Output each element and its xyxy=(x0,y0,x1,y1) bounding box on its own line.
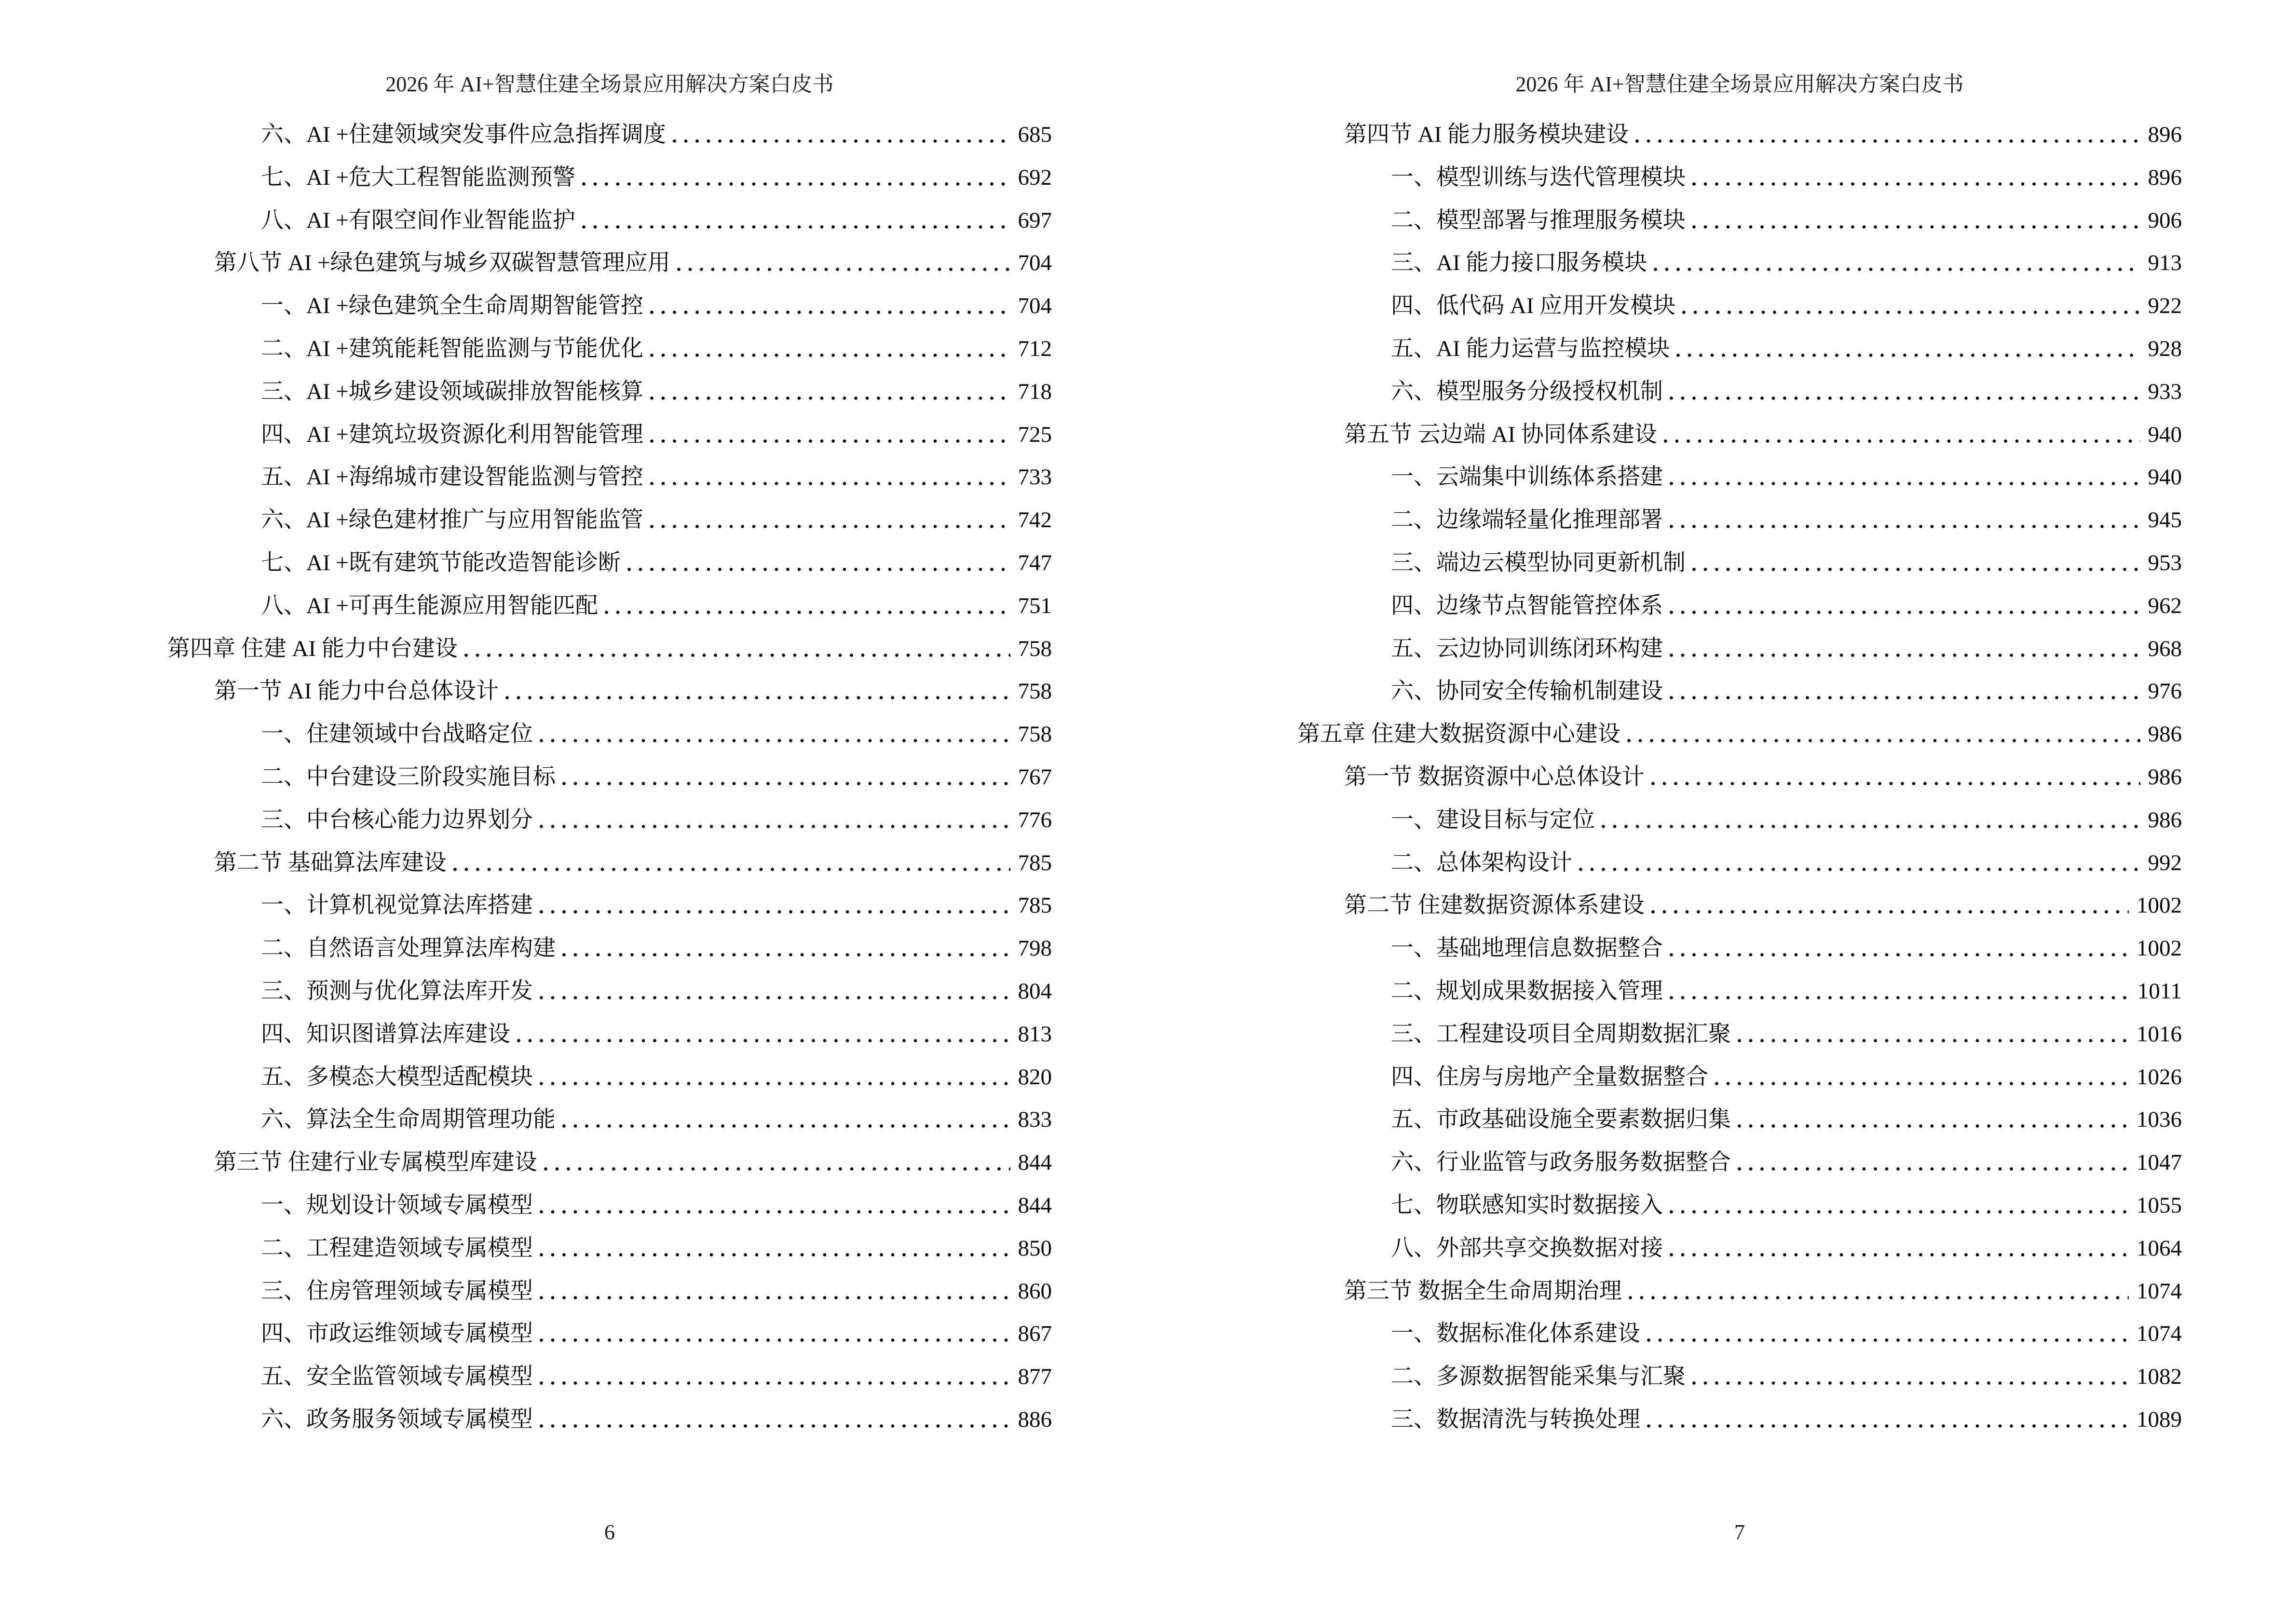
toc-entry-title: 三、住房管理领域专属模型 xyxy=(261,1278,533,1304)
toc-dot-leader xyxy=(650,285,1010,314)
toc-list-right xyxy=(1297,113,2182,1441)
toc-entry-title: 一、模型训练与迭代管理模块 xyxy=(1391,164,1686,190)
toc-entry xyxy=(167,756,1052,799)
toc-entry-title: 五、市政基础设施全要素数据归集 xyxy=(1391,1107,1731,1133)
toc-dot-leader xyxy=(1670,499,2140,528)
toc-dot-leader xyxy=(1664,413,2140,443)
toc-entry-title: 六、算法全生命周期管理功能 xyxy=(261,1107,556,1133)
toc-entry-title: 六、行业监管与政务服务数据整合 xyxy=(1391,1150,1731,1175)
toc-entry-page-number: 758 xyxy=(1018,722,1052,747)
running-header-right: 2026 年 AI+智慧住建全场景应用解决方案白皮书 xyxy=(1515,72,1964,96)
toc-dot-leader xyxy=(1627,713,2140,742)
toc-dot-leader xyxy=(1692,156,2140,186)
toc-entry-title: 第三节 住建行业专属模型库建设 xyxy=(214,1150,537,1175)
toc-entry-title: 八、外部共享交换数据对接 xyxy=(1391,1235,1663,1261)
toc-dot-leader xyxy=(540,970,1010,999)
toc-entry-page-number: 896 xyxy=(2148,164,2182,190)
toc-dot-leader xyxy=(1738,1141,2129,1171)
toc-entry xyxy=(1297,628,2182,670)
toc-dot-leader xyxy=(1670,670,2140,699)
toc-entry xyxy=(167,1141,1052,1184)
toc-entry-page-number: 928 xyxy=(2148,336,2182,361)
toc-dot-leader xyxy=(1670,927,2129,956)
toc-entry xyxy=(1297,113,2182,156)
toc-entry-title: 一、云端集中训练体系搭建 xyxy=(1391,464,1663,490)
toc-dot-leader xyxy=(1651,756,2140,785)
toc-entry xyxy=(1297,884,2182,927)
toc-entry-page-number: 1064 xyxy=(2137,1235,2182,1261)
toc-entry-title: 四、边缘节点智能管控体系 xyxy=(1391,593,1663,618)
toc-entry-title: 三、端边云模型协同更新机制 xyxy=(1391,550,1686,575)
toc-entry xyxy=(1297,585,2182,628)
toc-entry-page-number: 758 xyxy=(1018,636,1052,661)
toc-entry xyxy=(167,842,1052,885)
toc-dot-leader xyxy=(650,370,1010,400)
toc-entry-title: 二、AI +建筑能耗智能监测与节能优化 xyxy=(261,336,643,361)
toc-entry-page-number: 986 xyxy=(2148,722,2182,747)
toc-dot-leader xyxy=(517,1013,1010,1042)
toc-dot-leader xyxy=(1682,285,2140,314)
toc-dot-leader xyxy=(1738,1013,2129,1042)
toc-entry-page-number: 913 xyxy=(2148,250,2182,276)
toc-entry xyxy=(167,670,1052,713)
toc-entry-title: 四、市政运维领域专属模型 xyxy=(261,1321,533,1347)
toc-entry xyxy=(1297,499,2182,542)
toc-entry-page-number: 933 xyxy=(2148,379,2182,404)
toc-dot-leader xyxy=(544,1141,1010,1171)
toc-dot-leader xyxy=(1602,799,2140,828)
toc-dot-leader xyxy=(1629,1270,2129,1299)
toc-entry xyxy=(167,884,1052,927)
toc-entry-page-number: 1074 xyxy=(2137,1321,2182,1347)
toc-entry-title: 第五节 云边端 AI 协同体系建设 xyxy=(1344,422,1657,447)
toc-entry xyxy=(167,499,1052,542)
toc-entry xyxy=(167,927,1052,970)
toc-entry xyxy=(1297,1355,2182,1398)
toc-page-right xyxy=(1297,0,2182,1624)
toc-entry-page-number: 886 xyxy=(1018,1406,1052,1432)
toc-entry-page-number: 976 xyxy=(2148,679,2182,704)
toc-dot-leader xyxy=(1670,628,2140,657)
toc-entry-title: 一、住建领域中台战略定位 xyxy=(261,722,533,747)
toc-entry-page-number: 751 xyxy=(1018,593,1052,618)
toc-entry-title: 二、中台建设三阶段实施目标 xyxy=(261,764,556,790)
toc-entry-title: 七、物联感知实时数据接入 xyxy=(1391,1192,1663,1218)
toc-entry-title: 一、基础地理信息数据整合 xyxy=(1391,936,1663,961)
toc-entry xyxy=(167,1398,1052,1441)
toc-entry-title: 五、安全监管领域专属模型 xyxy=(261,1364,533,1390)
toc-entry xyxy=(167,1098,1052,1141)
toc-entry-page-number: 742 xyxy=(1018,507,1052,533)
toc-entry xyxy=(167,970,1052,1013)
toc-entry xyxy=(167,1355,1052,1398)
toc-entry-page-number: 962 xyxy=(2148,593,2182,618)
toc-dot-leader xyxy=(540,884,1010,914)
toc-entry-page-number: 704 xyxy=(1018,250,1052,276)
toc-entry-title: 五、AI +海绵城市建设智能监测与管控 xyxy=(261,464,643,490)
toc-entry-title: 第二节 基础算法库建设 xyxy=(214,850,447,875)
toc-dot-leader xyxy=(540,1312,1010,1342)
toc-dot-leader xyxy=(1670,970,2130,999)
toc-entry xyxy=(167,713,1052,756)
toc-dot-leader xyxy=(1647,1312,2129,1342)
toc-dot-leader xyxy=(464,628,1010,657)
toc-entry xyxy=(1297,842,2182,885)
toc-entry-page-number: 860 xyxy=(1018,1278,1052,1304)
toc-entry-page-number: 986 xyxy=(2148,764,2182,790)
toc-entry xyxy=(1297,328,2182,370)
toc-entry-page-number: 697 xyxy=(1018,207,1052,233)
toc-entry-title: 三、数据清洗与转换处理 xyxy=(1391,1406,1640,1432)
toc-dot-leader xyxy=(1670,370,2140,400)
toc-entry-title: 三、AI +城乡建设领域碳排放智能核算 xyxy=(261,379,643,404)
toc-entry xyxy=(1297,199,2182,242)
toc-dot-leader xyxy=(1635,113,2140,143)
toc-dot-leader xyxy=(1715,1056,2129,1085)
toc-entry xyxy=(167,799,1052,842)
toc-dot-leader xyxy=(627,542,1010,571)
toc-dot-leader xyxy=(650,413,1010,443)
toc-entry xyxy=(1297,242,2182,285)
toc-dot-leader xyxy=(540,1270,1010,1299)
toc-dot-leader xyxy=(650,456,1010,485)
toc-entry-page-number: 798 xyxy=(1018,936,1052,961)
running-header-left: 2026 年 AI+智慧住建全场景应用解决方案白皮书 xyxy=(385,72,834,96)
toc-entry-page-number: 804 xyxy=(1018,978,1052,1004)
toc-entry-page-number: 844 xyxy=(1018,1192,1052,1218)
toc-dot-leader xyxy=(562,756,1010,785)
toc-entry xyxy=(1297,285,2182,328)
toc-entry xyxy=(167,156,1052,199)
toc-entry-page-number: 820 xyxy=(1018,1064,1052,1090)
toc-entry xyxy=(167,1056,1052,1099)
toc-entry xyxy=(1297,156,2182,199)
toc-dot-leader xyxy=(540,1056,1010,1085)
toc-entry xyxy=(1297,370,2182,413)
toc-list-left xyxy=(167,113,1052,1441)
toc-entry-title: 三、预测与优化算法库开发 xyxy=(261,978,533,1004)
toc-dot-leader xyxy=(540,1184,1010,1214)
toc-entry-title: 四、AI +建筑垃圾资源化利用智能管理 xyxy=(261,422,643,447)
toc-entry-title: 第二节 住建数据资源体系建设 xyxy=(1344,893,1645,918)
toc-entry-title: 七、AI +既有建筑节能改造智能诊断 xyxy=(261,550,621,575)
toc-entry-title: 六、AI +绿色建材推广与应用智能监管 xyxy=(261,507,643,533)
toc-entry-page-number: 1002 xyxy=(2137,893,2182,918)
toc-entry-title: 一、建设目标与定位 xyxy=(1391,807,1595,832)
toc-entry xyxy=(1297,1398,2182,1441)
toc-dot-leader xyxy=(1670,1184,2129,1214)
toc-entry-title: 第四章 住建 AI 能力中台建设 xyxy=(167,636,458,661)
toc-entry xyxy=(167,456,1052,499)
toc-entry xyxy=(167,242,1052,285)
toc-entry-page-number: 1002 xyxy=(2137,936,2182,961)
toc-dot-leader xyxy=(1654,242,2140,271)
toc-dot-leader xyxy=(1692,199,2140,229)
toc-entry-title: 六、协同安全传输机制建设 xyxy=(1391,679,1663,704)
toc-dot-leader xyxy=(605,585,1010,614)
toc-entry-title: 一、数据标准化体系建设 xyxy=(1391,1321,1640,1347)
toc-entry-page-number: 850 xyxy=(1018,1235,1052,1261)
toc-entry-page-number: 1082 xyxy=(2137,1364,2182,1390)
toc-entry-page-number: 940 xyxy=(2148,422,2182,447)
toc-entry-page-number: 776 xyxy=(1018,807,1052,832)
toc-entry xyxy=(167,370,1052,413)
toc-entry-page-number: 877 xyxy=(1018,1364,1052,1390)
toc-entry xyxy=(1297,413,2182,456)
toc-entry-page-number: 785 xyxy=(1018,893,1052,918)
toc-dot-leader xyxy=(562,1098,1010,1128)
toc-entry-page-number: 833 xyxy=(1018,1107,1052,1133)
toc-entry xyxy=(1297,1270,2182,1313)
toc-entry-page-number: 758 xyxy=(1018,679,1052,704)
toc-entry-page-number: 1055 xyxy=(2137,1192,2182,1218)
toc-entry-title: 第四节 AI 能力服务模块建设 xyxy=(1344,122,1629,147)
toc-entry-page-number: 844 xyxy=(1018,1150,1052,1175)
toc-entry xyxy=(1297,1312,2182,1355)
toc-entry-title: 三、工程建设项目全周期数据汇聚 xyxy=(1391,1021,1731,1047)
toc-entry-page-number: 692 xyxy=(1018,164,1052,190)
toc-entry-title: 六、政务服务领域专属模型 xyxy=(261,1406,533,1432)
toc-page-left xyxy=(167,0,1052,1624)
toc-dot-leader xyxy=(562,927,1010,956)
toc-dot-leader xyxy=(673,113,1010,143)
toc-dot-leader xyxy=(540,1227,1010,1256)
toc-entry-page-number: 867 xyxy=(1018,1321,1052,1347)
toc-dot-leader xyxy=(540,799,1010,828)
toc-dot-leader xyxy=(650,328,1010,357)
toc-entry xyxy=(167,628,1052,670)
toc-entry-page-number: 718 xyxy=(1018,379,1052,404)
toc-entry-page-number: 968 xyxy=(2148,636,2182,661)
toc-entry-title: 一、AI +绿色建筑全生命周期智能管控 xyxy=(261,293,643,319)
toc-entry-title: 五、云边协同训练闭环构建 xyxy=(1391,636,1663,661)
toc-entry-title: 二、工程建造领域专属模型 xyxy=(261,1235,533,1261)
toc-entry xyxy=(167,113,1052,156)
toc-dot-leader xyxy=(540,1355,1010,1385)
toc-entry-title: 一、计算机视觉算法库搭建 xyxy=(261,893,533,918)
toc-entry xyxy=(1297,670,2182,713)
toc-entry-page-number: 704 xyxy=(1018,293,1052,319)
toc-entry-page-number: 1089 xyxy=(2137,1406,2182,1432)
toc-entry-title: 第五章 住建大数据资源中心建设 xyxy=(1297,722,1620,747)
toc-entry xyxy=(1297,542,2182,585)
toc-entry-title: 八、AI +可再生能源应用智能匹配 xyxy=(261,593,598,618)
toc-dot-leader xyxy=(1579,842,2140,871)
toc-entry-title: 第一节 AI 能力中台总体设计 xyxy=(214,679,499,704)
toc-entry-page-number: 1016 xyxy=(2137,1021,2182,1047)
toc-entry xyxy=(167,285,1052,328)
toc-entry xyxy=(1297,1227,2182,1270)
toc-dot-leader xyxy=(1651,884,2129,914)
toc-dot-leader xyxy=(1738,1098,2129,1128)
toc-dot-leader xyxy=(1676,328,2140,357)
toc-entry-page-number: 733 xyxy=(1018,464,1052,490)
toc-dot-leader xyxy=(677,242,1010,271)
toc-entry xyxy=(1297,927,2182,970)
toc-dot-leader xyxy=(1670,1227,2129,1256)
toc-entry-title: 八、AI +有限空间作业智能监护 xyxy=(261,207,575,233)
page-number-right: 7 xyxy=(1734,1520,1745,1544)
toc-entry-page-number: 767 xyxy=(1018,764,1052,790)
toc-entry xyxy=(167,1312,1052,1355)
toc-entry-page-number: 1074 xyxy=(2137,1278,2182,1304)
toc-entry-title: 二、多源数据智能采集与汇聚 xyxy=(1391,1364,1686,1390)
toc-entry-title: 六、模型服务分级授权机制 xyxy=(1391,379,1663,404)
toc-entry-title: 二、模型部署与推理服务模块 xyxy=(1391,207,1686,233)
toc-entry xyxy=(1297,1184,2182,1227)
toc-entry xyxy=(1297,1056,2182,1099)
toc-entry-title: 一、规划设计领域专属模型 xyxy=(261,1192,533,1218)
toc-entry-page-number: 953 xyxy=(2148,550,2182,575)
toc-dot-leader xyxy=(582,199,1010,229)
toc-entry-title: 四、住房与房地产全量数据整合 xyxy=(1391,1064,1708,1090)
toc-dot-leader xyxy=(1647,1398,2129,1428)
toc-entry-page-number: 1011 xyxy=(2137,978,2182,1004)
toc-entry-title: 第八节 AI +绿色建筑与城乡双碳智慧管理应用 xyxy=(214,250,670,276)
toc-entry-page-number: 940 xyxy=(2148,464,2182,490)
toc-dot-leader xyxy=(540,713,1010,742)
toc-entry-title: 二、自然语言处理算法库构建 xyxy=(261,936,556,961)
toc-entry xyxy=(167,542,1052,585)
toc-entry-title: 三、AI 能力接口服务模块 xyxy=(1391,250,1647,276)
toc-entry-title: 四、低代码 AI 应用开发模块 xyxy=(1391,293,1676,319)
toc-entry-title: 四、知识图谱算法库建设 xyxy=(261,1021,510,1047)
toc-entry-page-number: 725 xyxy=(1018,422,1052,447)
toc-entry-page-number: 906 xyxy=(2148,207,2182,233)
toc-entry-title: 五、AI 能力运营与监控模块 xyxy=(1391,336,1670,361)
toc-dot-leader xyxy=(505,670,1010,699)
toc-entry-title: 二、规划成果数据接入管理 xyxy=(1391,978,1663,1004)
toc-entry xyxy=(1297,1098,2182,1141)
toc-entry xyxy=(167,1270,1052,1313)
toc-entry-page-number: 945 xyxy=(2148,507,2182,533)
toc-entry xyxy=(167,1227,1052,1270)
toc-entry xyxy=(167,585,1052,628)
toc-entry xyxy=(167,1184,1052,1227)
toc-entry-page-number: 896 xyxy=(2148,122,2182,147)
toc-entry xyxy=(1297,970,2182,1013)
page-number-left: 6 xyxy=(604,1520,615,1544)
toc-entry-page-number: 747 xyxy=(1018,550,1052,575)
toc-entry-page-number: 813 xyxy=(1018,1021,1052,1047)
toc-dot-leader xyxy=(453,842,1010,871)
toc-dot-leader xyxy=(1692,542,2140,571)
toc-entry xyxy=(1297,1141,2182,1184)
toc-entry xyxy=(1297,756,2182,799)
toc-entry xyxy=(167,328,1052,370)
toc-entry xyxy=(167,1013,1052,1056)
toc-entry-page-number: 922 xyxy=(2148,293,2182,319)
toc-entry xyxy=(1297,456,2182,499)
toc-entry-title: 二、边缘端轻量化推理部署 xyxy=(1391,507,1663,533)
toc-dot-leader xyxy=(1692,1355,2129,1385)
toc-dot-leader xyxy=(582,156,1010,186)
toc-entry-title: 六、AI +住建领域突发事件应急指挥调度 xyxy=(261,122,666,147)
toc-entry-page-number: 712 xyxy=(1018,336,1052,361)
toc-entry-page-number: 992 xyxy=(2148,850,2182,875)
toc-entry xyxy=(1297,713,2182,756)
toc-entry-page-number: 785 xyxy=(1018,850,1052,875)
toc-entry-title: 第一节 数据资源中心总体设计 xyxy=(1344,764,1645,790)
toc-dot-leader xyxy=(1670,456,2140,485)
toc-entry-page-number: 1026 xyxy=(2137,1064,2182,1090)
toc-entry xyxy=(1297,799,2182,842)
toc-entry-page-number: 1047 xyxy=(2137,1150,2182,1175)
toc-entry xyxy=(1297,1013,2182,1056)
toc-entry-page-number: 685 xyxy=(1018,122,1052,147)
toc-dot-leader xyxy=(1670,585,2140,614)
toc-dot-leader xyxy=(540,1398,1010,1428)
toc-entry-title: 七、AI +危大工程智能监测预警 xyxy=(261,164,575,190)
toc-entry xyxy=(167,413,1052,456)
toc-entry-title: 第三节 数据全生命周期治理 xyxy=(1344,1278,1622,1304)
toc-entry-title: 二、总体架构设计 xyxy=(1391,850,1572,875)
toc-entry xyxy=(167,199,1052,242)
toc-entry-page-number: 986 xyxy=(2148,807,2182,832)
toc-entry-title: 五、多模态大模型适配模块 xyxy=(261,1064,533,1090)
toc-entry-page-number: 1036 xyxy=(2137,1107,2182,1133)
toc-entry-title: 三、中台核心能力边界划分 xyxy=(261,807,533,832)
toc-dot-leader xyxy=(650,499,1010,528)
